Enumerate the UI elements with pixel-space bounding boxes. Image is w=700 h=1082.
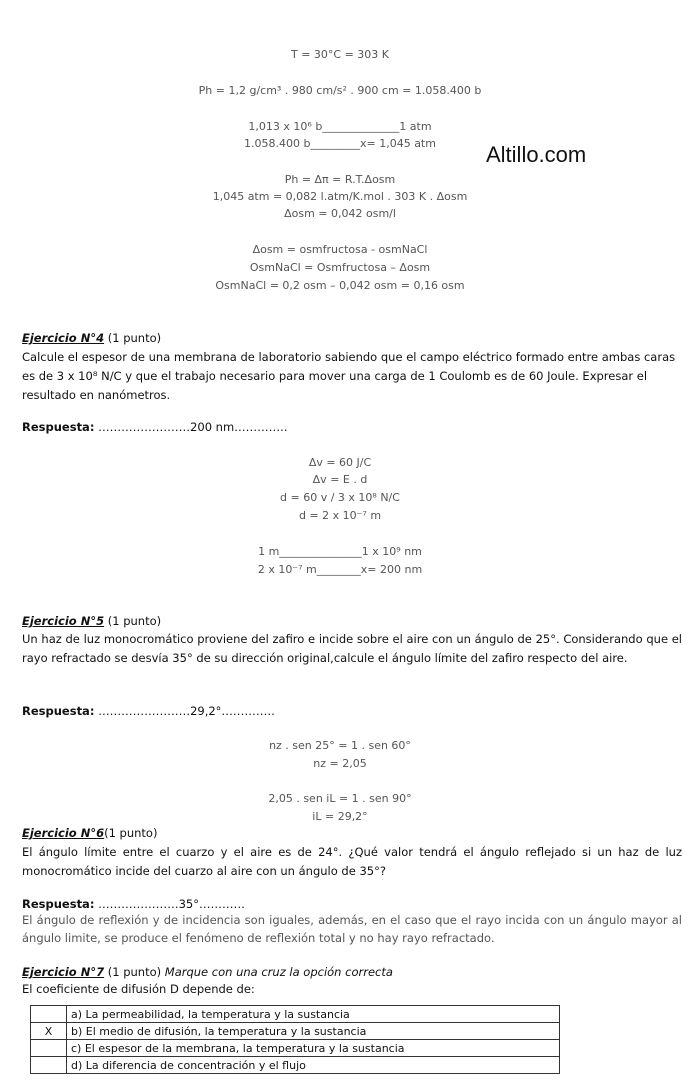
answer-value: ……………………29,2°………….. — [94, 704, 275, 718]
calc-line: d = 60 v / 3 x 10⁸ N/C — [280, 491, 400, 504]
option-row — [31, 1040, 560, 1057]
option-label: d) La diferencia de concentración y el flujo — [67, 1057, 560, 1074]
exercise-6-answer — [22, 897, 245, 911]
watermark: Altillo.com — [486, 142, 587, 167]
calc-line: OsmNaCl = Osmfructosa – Δosm — [249, 261, 431, 274]
calc-line: Ph = Δπ = R.T.Δosm — [284, 173, 396, 186]
option-checkbox[interactable] — [31, 1006, 67, 1023]
answer-label: Respuesta: — [22, 704, 95, 718]
calc-line: d = 2 x 10⁻⁷ m — [298, 509, 382, 522]
exercise-6-explanation: El ángulo de reflexión y de incidencia son iguales, además, en el caso que el rayo incida con un ángulo mayor al ángulo limite, se produce el fenómeno de reflexión total y no hay rayo refractado. — [22, 913, 682, 945]
calc-line: 1.058.400 b_________x= 1,045 atm — [244, 137, 436, 150]
exercise-7-heading — [22, 965, 393, 979]
calc-line: nz = 2,05 — [313, 757, 367, 770]
option-checkbox[interactable] — [31, 1057, 67, 1074]
exercise-5-heading — [22, 614, 161, 628]
exercise-points: (1 punto) — [104, 614, 162, 628]
calc-line: Δv = E . d — [312, 473, 368, 486]
exercise-4-question: Calcule el espesor de una membrana de laboratorio sabiendo que el campo eléctrico formado entre ambas caras es de 3 x 10⁸ N/C y que el trabajo necesario para mover una carga de 1 Coulomb es de 60 Joule. Expresar el resultado en nanómetros. — [22, 350, 676, 402]
exercise-6-question: El ángulo límite entre el cuarzo y el aire es de 24°. ¿Qué valor tendrá el ángulo reflejado si un haz de luz monocromático incide del cuarzo al aire con un ángulo de 35°? — [22, 845, 682, 878]
calc-line: T = 30°C = 303 K — [290, 48, 390, 61]
option-checkbox[interactable]: X — [31, 1023, 67, 1040]
calc-line: 1,045 atm = 0,082 l.atm/K.mol . 303 K . Δosm — [212, 190, 468, 203]
calc-line: 1 m_______________1 x 10⁹ nm — [258, 545, 422, 558]
calc-line: 2 x 10⁻⁷ m________x= 200 nm — [257, 563, 423, 576]
option-label: a) La permeabilidad, la temperatura y la sustancia — [67, 1006, 560, 1023]
option-row — [31, 1057, 560, 1074]
exercise-title: Ejercicio N°4 — [22, 331, 105, 345]
calc-line: 1,013 x 10⁶ b______________1 atm — [248, 120, 432, 133]
exercise-5-answer — [22, 704, 275, 718]
calc-line: Δosm = osmfructosa - osmNaCl — [252, 243, 428, 256]
calc-line: 2,05 . sen iL = 1 . sen 90° — [268, 792, 412, 805]
options-table — [30, 1005, 560, 1074]
exercise-title: Ejercicio N°6 — [22, 826, 105, 840]
answer-label: Respuesta: — [22, 897, 95, 911]
calc-line: Δosm = 0,042 osm/l — [284, 207, 396, 220]
exercise-instruction: Marque con una cruz la opción correcta — [164, 965, 393, 979]
exercise-title: Ejercicio N°7 — [22, 965, 105, 979]
exercise-4-answer — [22, 420, 288, 434]
calc-line: nz . sen 25° = 1 . sen 60° — [269, 739, 411, 752]
calc-line: Ph = 1,2 g/cm³ . 980 cm/s² . 900 cm = 1.058.400 b — [198, 84, 482, 97]
answer-value: ……………………200 nm………….. — [94, 420, 288, 434]
exercise-points: (1 punto) — [104, 826, 158, 840]
exercise-points: (1 punto) — [104, 331, 162, 345]
exercise-7-question: El coeficiente de difusión D depende de: — [22, 982, 255, 996]
option-row — [31, 1006, 560, 1023]
answer-value: …………………35°………… — [94, 897, 245, 911]
calc-line: OsmNaCl = 0,2 osm – 0,042 osm = 0,16 osm — [215, 279, 465, 292]
exercise-points: (1 punto) — [104, 965, 165, 979]
option-label: c) El espesor de la membrana, la temperatura y la sustancia — [67, 1040, 560, 1057]
option-checkbox[interactable] — [31, 1040, 67, 1057]
option-row — [31, 1023, 560, 1040]
option-label: b) El medio de difusión, la temperatura y la sustancia — [67, 1023, 560, 1040]
exercise-title: Ejercicio N°5 — [22, 614, 105, 628]
calc-line: iL = 29,2° — [312, 810, 368, 823]
exercise-5-question: Un haz de luz monocromático proviene del zafiro e incide sobre el aire con un ángulo de 25°. Considerando que el rayo refractado se desvía 35° de su dirección original,calcule el ángulo límite del zafiro respecto del aire. — [22, 632, 682, 665]
calc-line: Δv = 60 J/C — [308, 456, 372, 469]
answer-label: Respuesta: — [22, 420, 95, 434]
exercise-6-heading — [22, 826, 157, 840]
exercise-4-heading — [22, 331, 161, 345]
